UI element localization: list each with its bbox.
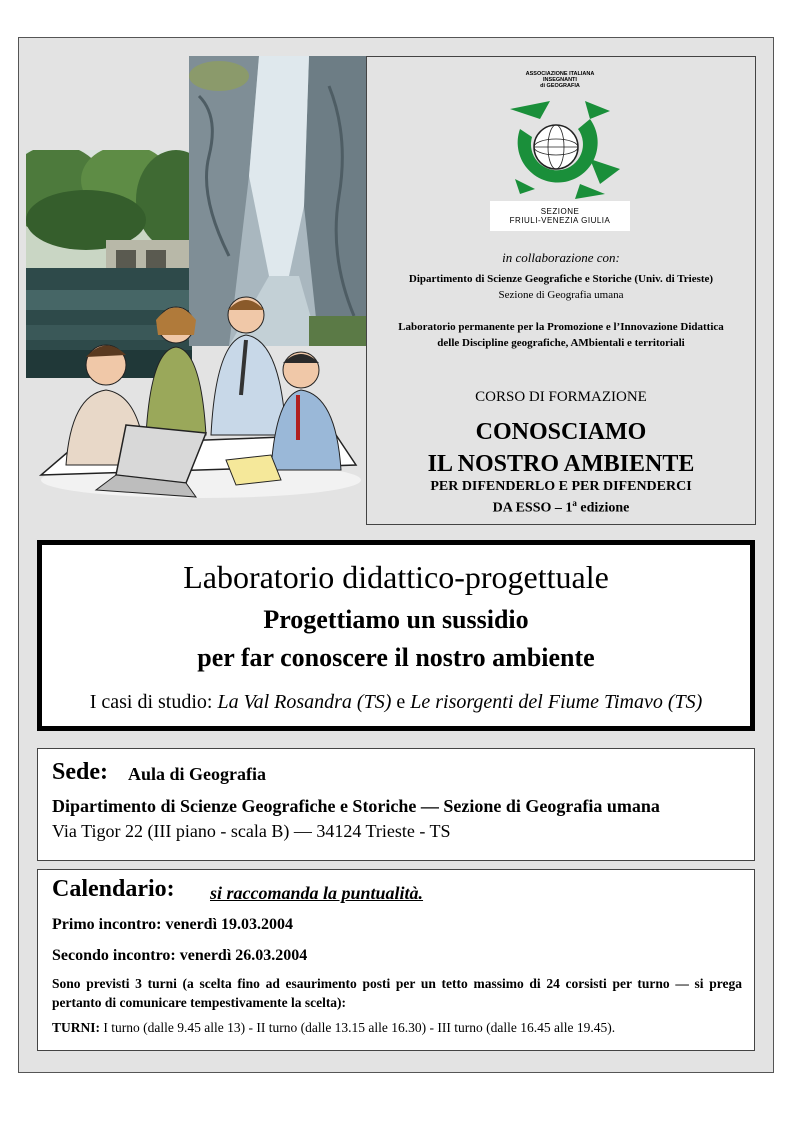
- venue-box: [37, 748, 755, 861]
- shifts-schedule: [52, 1020, 615, 1036]
- globe-icon: [490, 89, 630, 209]
- course-title-line-2: IL NOSTRO AMBIENTE: [427, 451, 695, 477]
- calendar-label: Calendario:: [52, 876, 175, 902]
- course-title-line-1: CONOSCIAMO: [475, 419, 647, 445]
- venue-label: Sede:: [52, 759, 108, 785]
- cases-prefix: I casi di studio:: [89, 691, 218, 713]
- venue-department: Dipartimento di Scienze Geografiche e Storiche — Sezione di Geografia umana: [52, 796, 660, 816]
- edition-superscript: a: [572, 498, 577, 508]
- course-title-line-3: PER DIFENDERLO E PER DIFENDERCI: [430, 479, 692, 494]
- header-box: [366, 56, 756, 525]
- logo-text-line-3: di GEOGRAFIA: [540, 83, 580, 89]
- second-meeting: Secondo incontro: venerdì 26.03.2004: [52, 947, 308, 964]
- logo-caption-line-2: FRIULI-VENEZIA GIULIA: [509, 216, 611, 225]
- first-meeting: Primo incontro: venerdì 19.03.2004: [52, 916, 294, 933]
- case-study-2: Le risorgenti del Fiume Timavo (TS): [410, 691, 703, 713]
- venue-address: Via Tigor 22 (III piano - scala B) — 34124 Trieste - TS: [52, 821, 451, 841]
- lab-subtitle-1: Progettiamo un sussidio: [263, 605, 529, 634]
- lab-subtitle-2: per far conoscere il nostro ambiente: [197, 643, 595, 672]
- collaboration-label: in collaborazione con:: [502, 250, 620, 265]
- edition-suffix: edizione: [576, 500, 630, 516]
- shifts-label: TURNI:: [52, 1020, 101, 1035]
- department-section: Sezione di Geografia umana: [498, 289, 624, 301]
- shifts-text: I turno (dalle 9.45 alle 13) - II turno (dalle 13.15 alle 16.30) - III turno (dalle 16.45 alle 19.45).: [100, 1020, 616, 1035]
- venue-room: Aula di Geografia: [128, 764, 266, 784]
- laboratory-box: [37, 540, 755, 731]
- laboratory-line-2: delle Discipline geografiche, AMbientali e territoriali: [437, 337, 685, 349]
- shifts-note: Sono previsti 3 turni (a scelta fino ad esaurimento posti per un tetto massimo di 24 corsisti per turno — si prega pertanto di comunicare tempestivamente la scelta):: [52, 976, 742, 1010]
- course-title-line-4: [367, 498, 755, 517]
- logo-text-line-1: ASSOCIAZIONE ITALIANA: [525, 71, 595, 77]
- cases-conjunction: e: [391, 691, 411, 713]
- calendar-box: [37, 869, 755, 1051]
- laboratory-line-1: Laboratorio permanente per la Promozione e l’Innovazione Didattica: [398, 321, 724, 333]
- case-study-1: La Val Rosandra (TS): [217, 691, 392, 713]
- course-type: CORSO DI FORMAZIONE: [475, 389, 647, 405]
- case-studies: [42, 691, 750, 714]
- logo-caption: [490, 201, 630, 231]
- aiig-logo: [490, 71, 630, 236]
- edition-prefix: DA ESSO – 1: [492, 500, 573, 516]
- lab-title: Laboratorio didattico-progettuale: [183, 559, 609, 595]
- department-name: Dipartimento di Scienze Geografiche e Storiche (Univ. di Trieste): [408, 273, 714, 285]
- logo-top-text: [490, 71, 630, 89]
- logo-text-line-2: INSEGNANTI: [543, 77, 577, 83]
- logo-caption-line-1: SEZIONE: [540, 207, 580, 216]
- people-clipart: [36, 285, 366, 500]
- punctuality-note: si raccomanda la puntualità.: [210, 883, 424, 903]
